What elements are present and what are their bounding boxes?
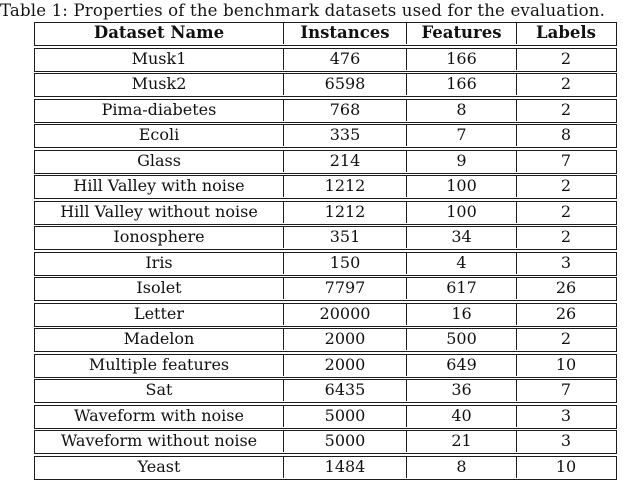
- value-cell: 768: [283, 100, 406, 121]
- table-row: [34, 379, 617, 403]
- value-cell: 100: [406, 176, 516, 197]
- dataset-name-cell: Hill Valley with noise: [73, 176, 245, 195]
- value-cell: 26: [516, 278, 615, 299]
- value-cell: 214: [283, 151, 406, 172]
- table-row: [34, 124, 617, 148]
- value-cell: 7: [406, 125, 516, 146]
- value-cell: 1212: [283, 202, 406, 223]
- value-cell: 16: [406, 304, 516, 325]
- table-row: [34, 328, 617, 352]
- value-cell: 3: [516, 406, 615, 427]
- dataset-name-cell: Musk2: [131, 74, 187, 93]
- value-cell: 10: [516, 355, 615, 376]
- dataset-name-cell: Hill Valley without noise: [60, 201, 258, 221]
- dataset-name-cell: Glass: [137, 150, 181, 170]
- value-cell: 335: [283, 125, 406, 146]
- value-cell: 166: [406, 49, 516, 70]
- table-row: [34, 201, 617, 225]
- table-caption: Table 1: Properties of the benchmark datasets used for the evaluation.: [0, 1, 606, 20]
- value-cell: 2: [516, 100, 615, 121]
- value-cell: 351: [283, 227, 406, 248]
- value-cell: 4: [406, 253, 516, 274]
- value-cell: 5000: [283, 406, 406, 427]
- value-cell: 617: [406, 278, 516, 299]
- value-cell: 1212: [283, 176, 406, 197]
- value-cell: 26: [516, 304, 615, 325]
- value-cell: 2000: [283, 355, 406, 376]
- value-cell: 2: [516, 202, 615, 223]
- value-cell: 100: [406, 202, 516, 223]
- dataset-name-cell: Pima-diabetes: [101, 99, 217, 119]
- value-cell: 21: [406, 431, 516, 452]
- dataset-name-cell: Madelon: [123, 329, 195, 348]
- value-cell: 6598: [283, 74, 406, 95]
- table-row: [34, 303, 617, 327]
- table-row: [34, 252, 617, 276]
- value-cell: 476: [283, 49, 406, 70]
- value-cell: 8: [516, 125, 615, 146]
- value-cell: 2000: [283, 329, 406, 350]
- column-header: Dataset Name: [93, 23, 225, 42]
- table-row: [34, 150, 617, 174]
- value-cell: 2: [516, 329, 615, 350]
- value-cell: 8: [406, 457, 516, 478]
- value-cell: 2: [516, 176, 615, 197]
- value-cell: 1484: [283, 457, 406, 478]
- value-cell: 150: [283, 253, 406, 274]
- table-row: [34, 354, 617, 378]
- dataset-name-cell: Ecoli: [138, 125, 180, 144]
- dataset-name-cell: Sat: [145, 380, 173, 399]
- column-header: Labels: [516, 23, 615, 44]
- dataset-name-cell: Letter: [133, 303, 185, 323]
- column-header: Instances: [283, 23, 406, 44]
- table-row: [34, 48, 617, 72]
- value-cell: 7: [516, 151, 615, 172]
- dataset-name-cell: Waveform without noise: [60, 431, 258, 450]
- table-row: [34, 226, 617, 250]
- value-cell: 7: [516, 380, 615, 401]
- value-cell: 649: [406, 355, 516, 376]
- value-cell: 500: [406, 329, 516, 350]
- value-cell: 34: [406, 227, 516, 248]
- dataset-name-cell: Iris: [145, 252, 173, 272]
- dataset-name-cell: Yeast: [137, 456, 181, 476]
- value-cell: 166: [406, 74, 516, 95]
- table-row: [34, 277, 617, 301]
- value-cell: 7797: [283, 278, 406, 299]
- dataset-name-cell: Musk1: [131, 48, 187, 68]
- table-row: [34, 73, 617, 97]
- value-cell: 2: [516, 74, 615, 95]
- value-cell: 6435: [283, 380, 406, 401]
- dataset-name-cell: Isolet: [136, 278, 182, 297]
- table-header-row: [34, 22, 617, 46]
- dataset-name-cell: Ionosphere: [113, 227, 205, 246]
- value-cell: 3: [516, 431, 615, 452]
- table-row: [34, 430, 617, 454]
- table-row: [34, 175, 617, 199]
- value-cell: 5000: [283, 431, 406, 452]
- value-cell: 3: [516, 253, 615, 274]
- value-cell: 9: [406, 151, 516, 172]
- column-header: Features: [406, 23, 516, 44]
- value-cell: 2: [516, 227, 615, 248]
- dataset-name-cell: Multiple features: [88, 354, 230, 374]
- value-cell: 8: [406, 100, 516, 121]
- dataset-name-cell: Waveform with noise: [74, 405, 244, 425]
- table-row: [34, 405, 617, 429]
- value-cell: 10: [516, 457, 615, 478]
- value-cell: 2: [516, 49, 615, 70]
- value-cell: 40: [406, 406, 516, 427]
- benchmark-datasets-table: [34, 22, 617, 480]
- table-row: [34, 456, 617, 480]
- table-row: [34, 99, 617, 123]
- value-cell: 36: [406, 380, 516, 401]
- value-cell: 20000: [283, 304, 406, 325]
